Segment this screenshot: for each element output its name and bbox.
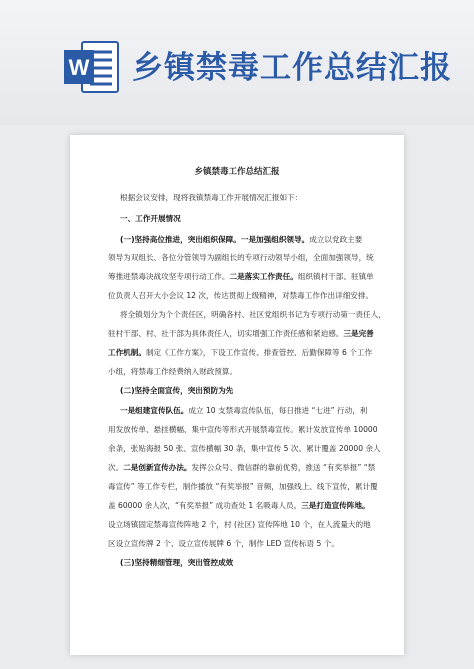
document-line xyxy=(108,252,374,263)
body-text: 区设立宣传牌 2 个、设立宣传展牌 6 个，制作 LED 宣传标语 5 个。 xyxy=(108,539,339,548)
body-text: 成立 10 支禁毒宣传队伍，每日推进 “七进” 行动，利 xyxy=(188,406,368,415)
document-page xyxy=(70,135,404,655)
body-text: 成立以党政主要 xyxy=(309,235,363,244)
body-text: 位负责人召开大小会议 12 次，传达贯彻上级精神，对禁毒工作作出详细安排。 xyxy=(108,291,374,300)
document-title: 乡镇禁毒工作总结汇报 xyxy=(194,167,280,177)
body-text: 领导为双组长、各位分管领导为副组长的专项行动领导小组，全面加强领导，统 xyxy=(108,253,374,262)
svg-text:W: W xyxy=(68,55,90,80)
body-text: 驻村干部、村、社干部为具体责任人，切实增强工作责任感和紧迫感。 xyxy=(108,329,344,338)
body-text: 小组，将禁毒工作经费纳入财政预算。 xyxy=(108,367,238,376)
body-text: 发挥公众号、微信群的靠前优势，推送 “有奖举报” “禁 xyxy=(191,463,376,472)
bold-text: 工作机制。 xyxy=(108,348,146,357)
bold-text: (三)坚持精细管理，突出管控成效 xyxy=(120,558,234,567)
document-line xyxy=(120,309,386,320)
body-text: 用发放传单、悬挂横幅、集中宣传等形式开展禁毒宣传。累计发放宣传单 10000 xyxy=(108,425,378,434)
document-line xyxy=(108,462,376,473)
document-line xyxy=(108,271,374,282)
body-text: 余条，张贴海报 50 张、宣传横幅 30 条，集中宣传 5 次。累计覆盖 20000 余人 xyxy=(108,444,381,453)
document-line xyxy=(120,213,370,224)
document-line xyxy=(120,234,370,245)
body-text: 根据会议安排，现将我镇禁毒工作开展情况汇报如下： xyxy=(120,193,303,202)
bold-text: 二是创新宣传办法。 xyxy=(123,463,192,472)
bold-text: 二是落实工作责任。 xyxy=(229,272,298,281)
document-line xyxy=(120,557,370,568)
document-line xyxy=(108,328,374,339)
document-line xyxy=(108,290,374,301)
document-line xyxy=(108,443,381,454)
body-text: 筹推进禁毒决战攻坚专项行动工作。 xyxy=(108,272,230,281)
document-line xyxy=(120,405,370,416)
banner xyxy=(0,0,474,125)
body-text: 将全镇划分为个个责任区，明确各村、社区党组织书记为专项行动第一责任人， xyxy=(120,310,386,319)
document-line xyxy=(108,347,373,358)
body-text: 次。 xyxy=(108,463,124,472)
document-line xyxy=(120,385,370,396)
body-text: 设立场镇固定禁毒宣传阵地 2 个，村 (社区) 宣传阵地 10 个，在人流量大的地 xyxy=(108,520,371,529)
body-text: 盖 60000 余人次，“有奖举报” 成功查处 1 名吸毒人员。 xyxy=(108,501,302,510)
body-text: 组织镇村干部、驻镇单 xyxy=(297,272,374,281)
document-line xyxy=(108,500,370,511)
document-line xyxy=(108,519,370,530)
body-text: 毒宣传” 等工作专栏，制作播放 “有奖举报” 音频，加强线上、线下宣传，累计覆 xyxy=(108,482,378,491)
document-line xyxy=(108,538,370,549)
body-text: 制定《工作方案》，下设工作宣传、排查管控、后勤保障等 6 个工作 xyxy=(145,348,373,357)
bold-text: (二)坚持全面宣传，突出预防为先 xyxy=(120,386,234,395)
bold-text: 一、工作开展情况 xyxy=(120,214,181,223)
document-line xyxy=(108,366,370,377)
bold-text: 一是组建宣传队伍。 xyxy=(120,406,189,415)
bold-text: 三是打造宣传阵地。 xyxy=(301,501,370,510)
document-line xyxy=(108,424,378,435)
bold-text: (一)坚持高位推进，突出组织保障。一是加强组织领导。 xyxy=(120,235,310,244)
bold-text: 三是完善 xyxy=(343,329,374,338)
document-line xyxy=(108,481,378,492)
document-line xyxy=(120,192,370,203)
word-icon xyxy=(60,36,122,98)
banner-title: 乡镇禁毒工作总结汇报 xyxy=(132,50,452,86)
